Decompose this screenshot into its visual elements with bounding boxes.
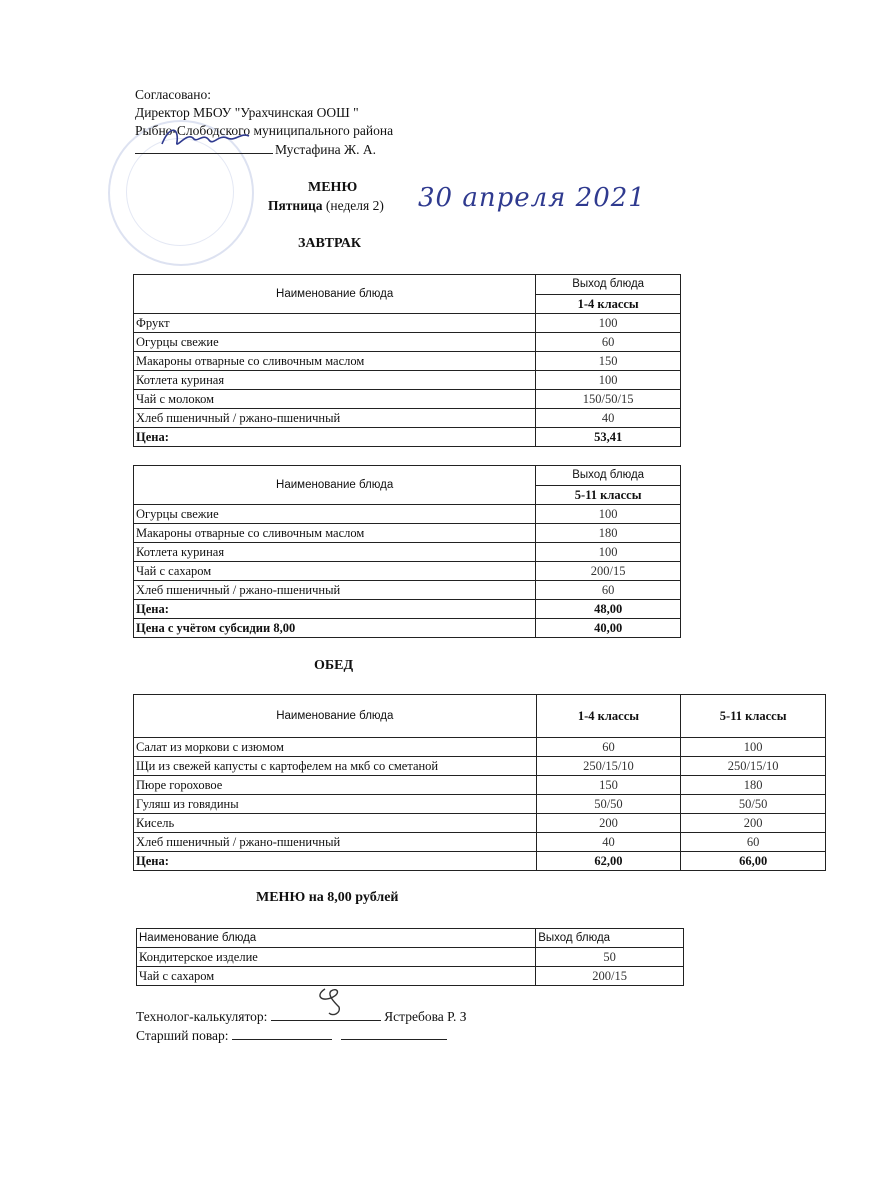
table-row bbox=[134, 390, 681, 409]
price-5-11: 66,00 bbox=[681, 852, 826, 871]
table-row bbox=[134, 505, 681, 524]
price-row bbox=[134, 428, 681, 447]
dish-yield: 60 bbox=[536, 333, 681, 352]
dish-yield: 180 bbox=[536, 524, 681, 543]
table-row bbox=[134, 581, 681, 600]
yield-1-4: 150 bbox=[536, 776, 681, 795]
yield-1-4: 60 bbox=[536, 738, 681, 757]
subsidy-row bbox=[134, 619, 681, 638]
col-header-5-11: 5-11 классы bbox=[681, 695, 826, 738]
director-signature bbox=[157, 124, 267, 154]
price-label: Цена: bbox=[134, 852, 537, 871]
technologist-signature bbox=[311, 985, 371, 1021]
cook-signature-line bbox=[232, 1026, 332, 1040]
menu8-table bbox=[136, 928, 684, 986]
dish-yield: 200/15 bbox=[536, 562, 681, 581]
yield-1-4: 200 bbox=[536, 814, 681, 833]
table-row bbox=[134, 371, 681, 390]
dish-yield: 150/50/15 bbox=[536, 390, 681, 409]
yield-1-4: 50/50 bbox=[536, 795, 681, 814]
table-row bbox=[134, 524, 681, 543]
col-header-yield: Выход блюда bbox=[536, 466, 681, 486]
dish-yield: 100 bbox=[536, 371, 681, 390]
dish-yield: 60 bbox=[536, 581, 681, 600]
technologist-name: Ястребова Р. З bbox=[384, 1009, 467, 1024]
menu-title: МЕНЮ bbox=[308, 180, 358, 195]
table-row bbox=[134, 333, 681, 352]
cook-label: Старший повар: bbox=[136, 1028, 229, 1043]
price-label: Цена: bbox=[134, 428, 536, 447]
yield-5-11: 200 bbox=[681, 814, 826, 833]
cook-name-line bbox=[341, 1026, 447, 1040]
price-label: Цена: bbox=[134, 600, 536, 619]
dish-name: Котлета куриная bbox=[134, 543, 536, 562]
yield-5-11: 250/15/10 bbox=[681, 757, 826, 776]
table-row bbox=[134, 352, 681, 371]
col-header-yield: Выход блюда bbox=[536, 929, 684, 948]
table-row bbox=[134, 757, 826, 776]
dish-yield: 50 bbox=[536, 948, 684, 967]
table-row bbox=[134, 738, 826, 757]
col-header-class: 5-11 классы bbox=[536, 485, 681, 505]
table-row bbox=[134, 409, 681, 428]
price-row bbox=[134, 600, 681, 619]
table-row bbox=[137, 948, 684, 967]
dish-name: Огурцы свежие bbox=[134, 333, 536, 352]
col-header-name: Наименование блюда bbox=[137, 929, 536, 948]
dish-name: Щи из свежей капусты с картофелем на мкб со сметаной bbox=[134, 757, 537, 776]
cook-line bbox=[136, 1026, 447, 1045]
yield-1-4: 250/15/10 bbox=[536, 757, 681, 776]
yield-5-11: 50/50 bbox=[681, 795, 826, 814]
lunch-heading: ОБЕД bbox=[314, 658, 354, 673]
dish-name: Чай с сахаром bbox=[137, 967, 536, 986]
table-row bbox=[134, 562, 681, 581]
director-signature-line bbox=[135, 140, 393, 159]
table-row bbox=[134, 314, 681, 333]
subsidy-value: 40,00 bbox=[536, 619, 681, 638]
breakfast-table-5-11 bbox=[133, 465, 681, 638]
dish-name: Чай с сахаром bbox=[134, 562, 536, 581]
dish-yield: 100 bbox=[536, 505, 681, 524]
dish-yield: 200/15 bbox=[536, 967, 684, 986]
day-name: Пятница bbox=[268, 198, 323, 213]
col-header-name: Наименование блюда bbox=[134, 695, 537, 738]
director-name: Мустафина Ж. А. bbox=[275, 142, 376, 157]
yield-5-11: 100 bbox=[681, 738, 826, 757]
price-row bbox=[134, 852, 826, 871]
dish-name: Чай с молоком bbox=[134, 390, 536, 409]
table-row bbox=[134, 795, 826, 814]
col-header-name: Наименование блюда bbox=[134, 466, 536, 505]
table-row bbox=[134, 543, 681, 562]
handwritten-date: 30 апреля 2021 bbox=[418, 183, 646, 213]
table-row bbox=[134, 776, 826, 795]
yield-1-4: 40 bbox=[536, 833, 681, 852]
price-value: 48,00 bbox=[536, 600, 681, 619]
dish-yield: 40 bbox=[536, 409, 681, 428]
technologist-signature-line bbox=[271, 1007, 381, 1021]
technologist-line bbox=[136, 1007, 467, 1026]
district-line: Рыбно-Слободского муниципального района bbox=[135, 123, 394, 138]
table-row bbox=[137, 967, 684, 986]
dish-name: Салат из моркови с изюмом bbox=[134, 738, 537, 757]
price-1-4: 62,00 bbox=[536, 852, 681, 871]
signature-underline bbox=[135, 140, 273, 154]
menu8-heading: МЕНЮ на 8,00 рублей bbox=[256, 890, 399, 905]
table-row bbox=[134, 814, 826, 833]
week-label: (неделя 2) bbox=[325, 198, 384, 213]
technologist-label: Технолог-калькулятор: bbox=[136, 1009, 268, 1024]
col-header-name: Наименование блюда bbox=[134, 275, 536, 314]
dish-name: Пюре гороховое bbox=[134, 776, 537, 795]
dish-name: Хлеб пшеничный / ржано-пшеничный bbox=[134, 581, 536, 600]
dish-yield: 100 bbox=[536, 314, 681, 333]
dish-name: Кисель bbox=[134, 814, 537, 833]
col-header-1-4: 1-4 классы bbox=[536, 695, 681, 738]
table-row bbox=[134, 833, 826, 852]
dish-yield: 150 bbox=[536, 352, 681, 371]
col-header-class: 1-4 классы bbox=[536, 294, 681, 314]
dish-yield: 100 bbox=[536, 543, 681, 562]
director-line: Директор МБОУ "Урахчинская ООШ " bbox=[135, 105, 359, 120]
dish-name: Кондитерское изделие bbox=[137, 948, 536, 967]
dish-name: Фрукт bbox=[134, 314, 536, 333]
dish-name: Хлеб пшеничный / ржано-пшеничный bbox=[134, 409, 536, 428]
dish-name: Макароны отварные со сливочным маслом bbox=[134, 352, 536, 371]
subsidy-label: Цена с учётом субсидии 8,00 bbox=[134, 619, 536, 638]
yield-5-11: 180 bbox=[681, 776, 826, 795]
day-line bbox=[268, 198, 384, 214]
lunch-table bbox=[133, 694, 826, 871]
approval-label: Согласовано: bbox=[135, 87, 211, 102]
approval-block bbox=[135, 86, 393, 159]
price-value: 53,41 bbox=[536, 428, 681, 447]
col-header-yield: Выход блюда bbox=[536, 275, 681, 295]
breakfast-heading: ЗАВТРАК bbox=[298, 236, 362, 251]
dish-name: Котлета куриная bbox=[134, 371, 536, 390]
dish-name: Макароны отварные со сливочным маслом bbox=[134, 524, 536, 543]
yield-5-11: 60 bbox=[681, 833, 826, 852]
dish-name: Хлеб пшеничный / ржано-пшеничный bbox=[134, 833, 537, 852]
dish-name: Гуляш из говядины bbox=[134, 795, 537, 814]
dish-name: Огурцы свежие bbox=[134, 505, 536, 524]
breakfast-table-1-4 bbox=[133, 274, 681, 447]
